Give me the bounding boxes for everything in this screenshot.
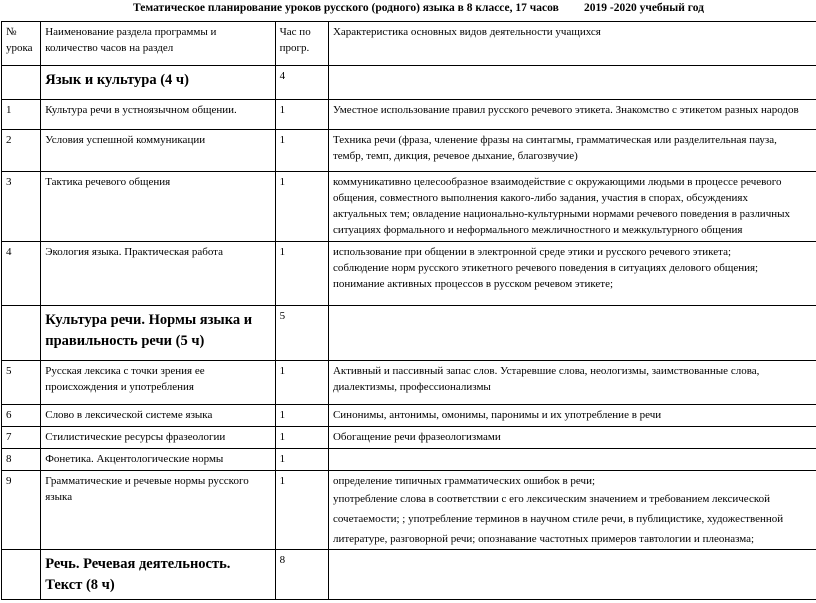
activities-description: [328, 550, 816, 600]
title-year: 2019 -2020 учебный год: [584, 2, 704, 14]
description-line: литературе, разговорной речи; опознавание частотных примеров тавтологии и плеоназма;: [332, 533, 755, 545]
description-line: Синонимы, антонимы, омонимы, паронимы и их употребление в речи: [332, 409, 662, 421]
lesson-topic: Грамматические и речевые нормы русского языка: [41, 471, 275, 550]
description-line: общения, совместного выполнения какого-либо задания, участия в спорах, обсуждениях: [332, 192, 748, 204]
lesson-topic: Экология языка. Практическая работа: [41, 242, 275, 306]
lesson-topic: Тактика речевого общения: [41, 172, 275, 242]
hours-count: 1: [275, 361, 328, 405]
table-row: [2, 100, 816, 130]
activities-description: [328, 405, 816, 427]
description-line: понимание активных процессов в русском речевом этикете;: [332, 278, 614, 290]
table-header-row: [2, 22, 816, 66]
section-row: [2, 306, 816, 361]
lesson-number: 3: [2, 172, 41, 242]
hours-count: 1: [275, 100, 328, 130]
title-main: Тематическое планирование уроков русского (родного) языка в 8 классе, 17 часов: [133, 2, 559, 14]
table-row: [2, 405, 816, 427]
activities-description: [328, 66, 816, 100]
description-line: употребление слова в соответствии с его лексическим значением и требованием лексической: [332, 493, 771, 505]
lesson-number: 2: [2, 130, 41, 172]
section-row: [2, 550, 816, 600]
description-line: Уместное использование правил русского речевого этикета. Знакомство с этикетом разных народов: [332, 104, 799, 116]
lesson-topic: Слово в лексической системе языка: [41, 405, 275, 427]
activities-description: [328, 100, 816, 130]
hours-count: 1: [275, 449, 328, 471]
activities-description: [328, 361, 816, 405]
lesson-topic: Культура речи в устноязычном общении.: [41, 100, 275, 130]
activities-description: [328, 130, 816, 172]
hours-count: 1: [275, 242, 328, 306]
section-title: Язык и культура (4 ч): [41, 66, 275, 100]
lesson-topic: Фонетика. Акцентологические нормы: [41, 449, 275, 471]
hours-count: 1: [275, 471, 328, 550]
table-row: [2, 449, 816, 471]
lesson-number: 6: [2, 405, 41, 427]
lesson-topic: Стилистические ресурсы фразеологии: [41, 427, 275, 449]
planning-table: [1, 21, 816, 600]
activities-description: [328, 471, 816, 550]
lesson-topic: Условия успешной коммуникации: [41, 130, 275, 172]
description-line: Обогащение речи фразеологизмами: [332, 431, 501, 443]
lesson-number: 1: [2, 100, 41, 130]
header-num: № урока: [2, 22, 41, 66]
description-line: использование при общении в электронной среде этики и русского речевого этикета;: [332, 246, 732, 258]
lesson-number: 5: [2, 361, 41, 405]
hours-count: 8: [275, 550, 328, 600]
header-section: Наименование раздела программы и количество часов на раздел: [41, 22, 275, 66]
description-line: тембр, темп, дикция, речевое дыхание, благозвучие): [332, 150, 578, 162]
description-line: диалектизмы, профессионализмы: [332, 381, 491, 393]
table-row: [2, 471, 816, 550]
description-line: коммуникативно целесообразное взаимодействие с окружающими людьми в процессе речевого: [332, 176, 782, 188]
lesson-number: 7: [2, 427, 41, 449]
lesson-number: 8: [2, 449, 41, 471]
hours-count: 1: [275, 172, 328, 242]
lesson-number: 4: [2, 242, 41, 306]
description-line: Активный и пассивный запас слов. Устаревшие слова, неологизмы, заимствованные слова,: [332, 365, 760, 377]
section-title: Речь. Речевая деятельность. Текст (8 ч): [41, 550, 275, 600]
table-row: [2, 130, 816, 172]
activities-description: [328, 449, 816, 471]
description-line: актуальных тем; овладение национально-культурными нормами речевого поведения в различных: [332, 208, 791, 220]
activities-description: [328, 306, 816, 361]
description-line: сочетаемости; ; употребление терминов в научном стиле речи, в публицистике, художественной: [332, 513, 784, 525]
hours-count: 1: [275, 130, 328, 172]
description-line: соблюдение норм русского этикетного речевого поведения в ситуациях делового общения;: [332, 262, 759, 274]
lesson-number: [2, 66, 41, 100]
hours-count: 1: [275, 405, 328, 427]
table-row: [2, 361, 816, 405]
section-row: [2, 66, 816, 100]
section-title: Культура речи. Нормы языка и правильность речи (5 ч): [41, 306, 275, 361]
document-title: [0, 0, 816, 18]
header-activities: Характеристика основных видов деятельности учащихся: [328, 22, 816, 66]
lesson-number: [2, 550, 41, 600]
activities-description: [328, 427, 816, 449]
description-line: ситуациях формального и неформального межличностного и межкультурного общения: [332, 224, 743, 236]
activities-description: [328, 242, 816, 306]
header-hours: Час по прогр.: [275, 22, 328, 66]
hours-count: 4: [275, 66, 328, 100]
lesson-number: 9: [2, 471, 41, 550]
table-row: [2, 242, 816, 306]
hours-count: 1: [275, 427, 328, 449]
lesson-number: [2, 306, 41, 361]
table-row: [2, 172, 816, 242]
description-line: Техника речи (фраза, членение фразы на синтагмы, грамматическая или разделительная пауза,: [332, 134, 777, 146]
table-row: [2, 427, 816, 449]
lesson-topic: Русская лексика с точки зрения ее происхождения и употребления: [41, 361, 275, 405]
hours-count: 5: [275, 306, 328, 361]
description-line: определение типичных грамматических ошибок в речи;: [332, 475, 596, 487]
activities-description: [328, 172, 816, 242]
